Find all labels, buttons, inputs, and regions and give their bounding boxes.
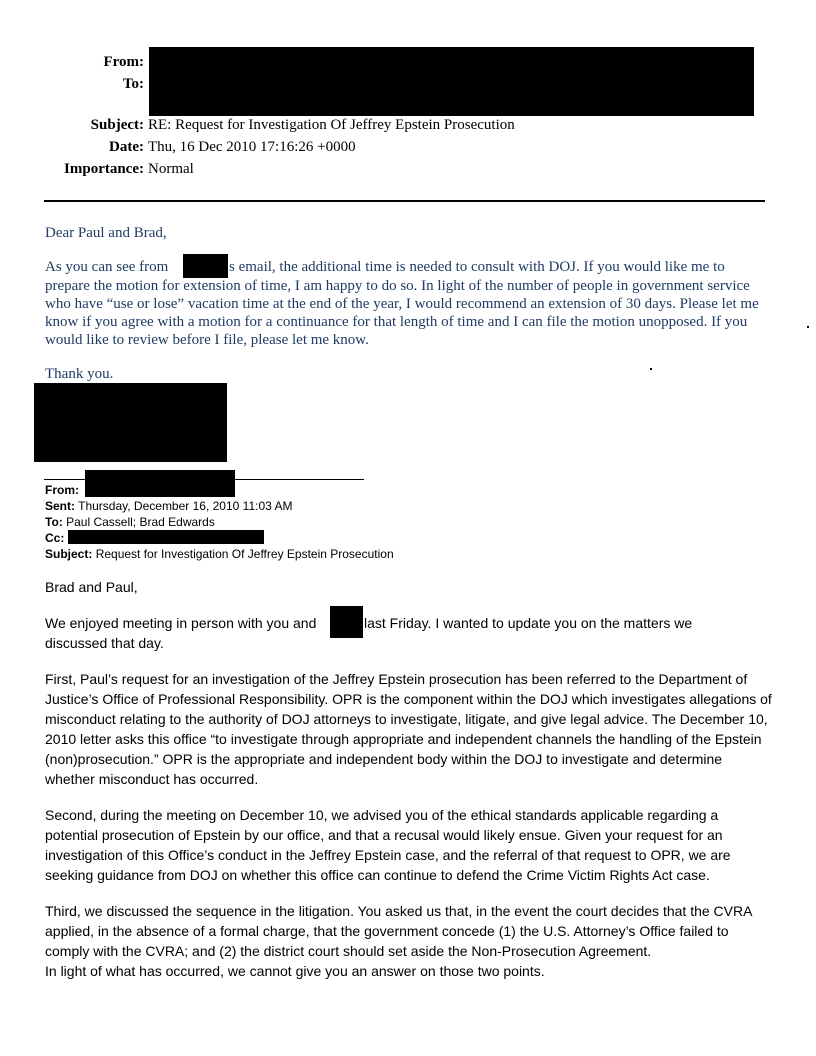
to-label: To: [122, 76, 144, 92]
reply-closing: Thank you. [45, 366, 114, 382]
date-value: Thu, 16 Dec 2010 17:16:26 +0000 [148, 139, 356, 155]
original-paragraph-2: First, Paul’s request for an investigation of the Jeffrey Epstein prosecution has been referred to the Department of Justice’s Office of Professional Responsibility. OPR is the component within the DOJ which investigates allegations of misconduct relating to the authority of DOJ attorneys to investigate, litigate, and give legal advice. The December 10, 2010 letter asks this office “to investigate through appropriate and independent channels the handling of the Epstein (non)prosecution.” OPR is the appropriate and independent body within the DOJ to investigate and determine whether misconduct has occurred. [45, 671, 772, 787]
forward-subject-value: Request for Investigation Of Jeffrey Epstein Prosecution [95, 547, 394, 561]
importance-value: Normal [148, 161, 194, 177]
redaction-forward-cc [68, 530, 264, 544]
original-paragraph-3: Second, during the meeting on December 10, we advised you of the ethical standards applicable regarding a potential prosecution of Epstein by our office, and that a recusal would likely ensue. Given your request for an investigation of this Office’s conduct in the Jeffrey Epstein case, and the referral of that request to OPR, we are seeking guidance from DOJ on whether this office can continue to defend the Crime Victim Rights Act case. [45, 807, 731, 883]
stray-mark [650, 368, 652, 370]
redaction-name-reply [183, 254, 228, 278]
date-label: Date: [109, 139, 144, 155]
forward-from-label: From: [45, 483, 79, 497]
redaction-forward-from [85, 470, 235, 497]
forward-cc [45, 530, 64, 546]
reply-p1-line1-end: s email, the additional time is needed to consult with DOJ. If you would like me to [229, 259, 725, 275]
stray-mark-edge [807, 326, 809, 328]
redaction-signature [34, 383, 227, 462]
original-paragraph-4-last: In light of what has occurred, we cannot give you an answer on those two points. [45, 963, 545, 979]
forward-sent-value: Thursday, December 16, 2010 11:03 AM [78, 499, 293, 513]
original-p1-cont: discussed that day. [45, 635, 164, 651]
forward-sent-label: Sent: [45, 499, 75, 513]
reply-greeting: Dear Paul and Brad, [45, 225, 167, 241]
original-paragraph-4: Third, we discussed the sequence in the litigation. You asked us that, in the event the court decides that the CVRA applied, in the absence of a formal charge, that the government concede (1) the U.S. Attorney’s Office failed to comply with the CVRA; and (2) the district court should set aside the Non-Prosecution Agreement. [45, 903, 752, 959]
forward-to [45, 514, 215, 530]
importance-label: Importance: [64, 161, 144, 177]
forward-subject-label: Subject: [45, 547, 93, 561]
forward-subject [45, 546, 394, 562]
reply-p1-line1-start: As you can see from [45, 259, 169, 275]
subject-value: RE: Request for Investigation Of Jeffrey Epstein Prosecution [148, 117, 515, 133]
header-divider [44, 200, 765, 202]
original-greeting: Brad and Paul, [45, 579, 138, 595]
subject-label: Subject: [90, 117, 144, 133]
forward-from [45, 482, 79, 498]
forward-to-value: Paul Cassell; Brad Edwards [66, 515, 215, 529]
reply-paragraph: prepare the motion for extension of time, I am happy to do so. In light of the number of people in government service who have “use or lose” vacation time at the end of the year, I would recommend an extension of 30 days. Please let me know if you agree with a motion for a continuance for that length of time and I can file the motion unopposed. If you would like to review before I file, please let me know. [45, 278, 759, 348]
forward-sent [45, 498, 292, 514]
original-p1-start: We enjoyed meeting in person with you and [45, 615, 317, 631]
redaction-from-to [149, 47, 754, 116]
forward-cc-label: Cc: [45, 531, 65, 545]
forward-to-label: To: [45, 515, 63, 529]
from-label: From: [103, 54, 144, 70]
original-p1-end: last Friday. I wanted to update you on the matters we [364, 615, 693, 631]
